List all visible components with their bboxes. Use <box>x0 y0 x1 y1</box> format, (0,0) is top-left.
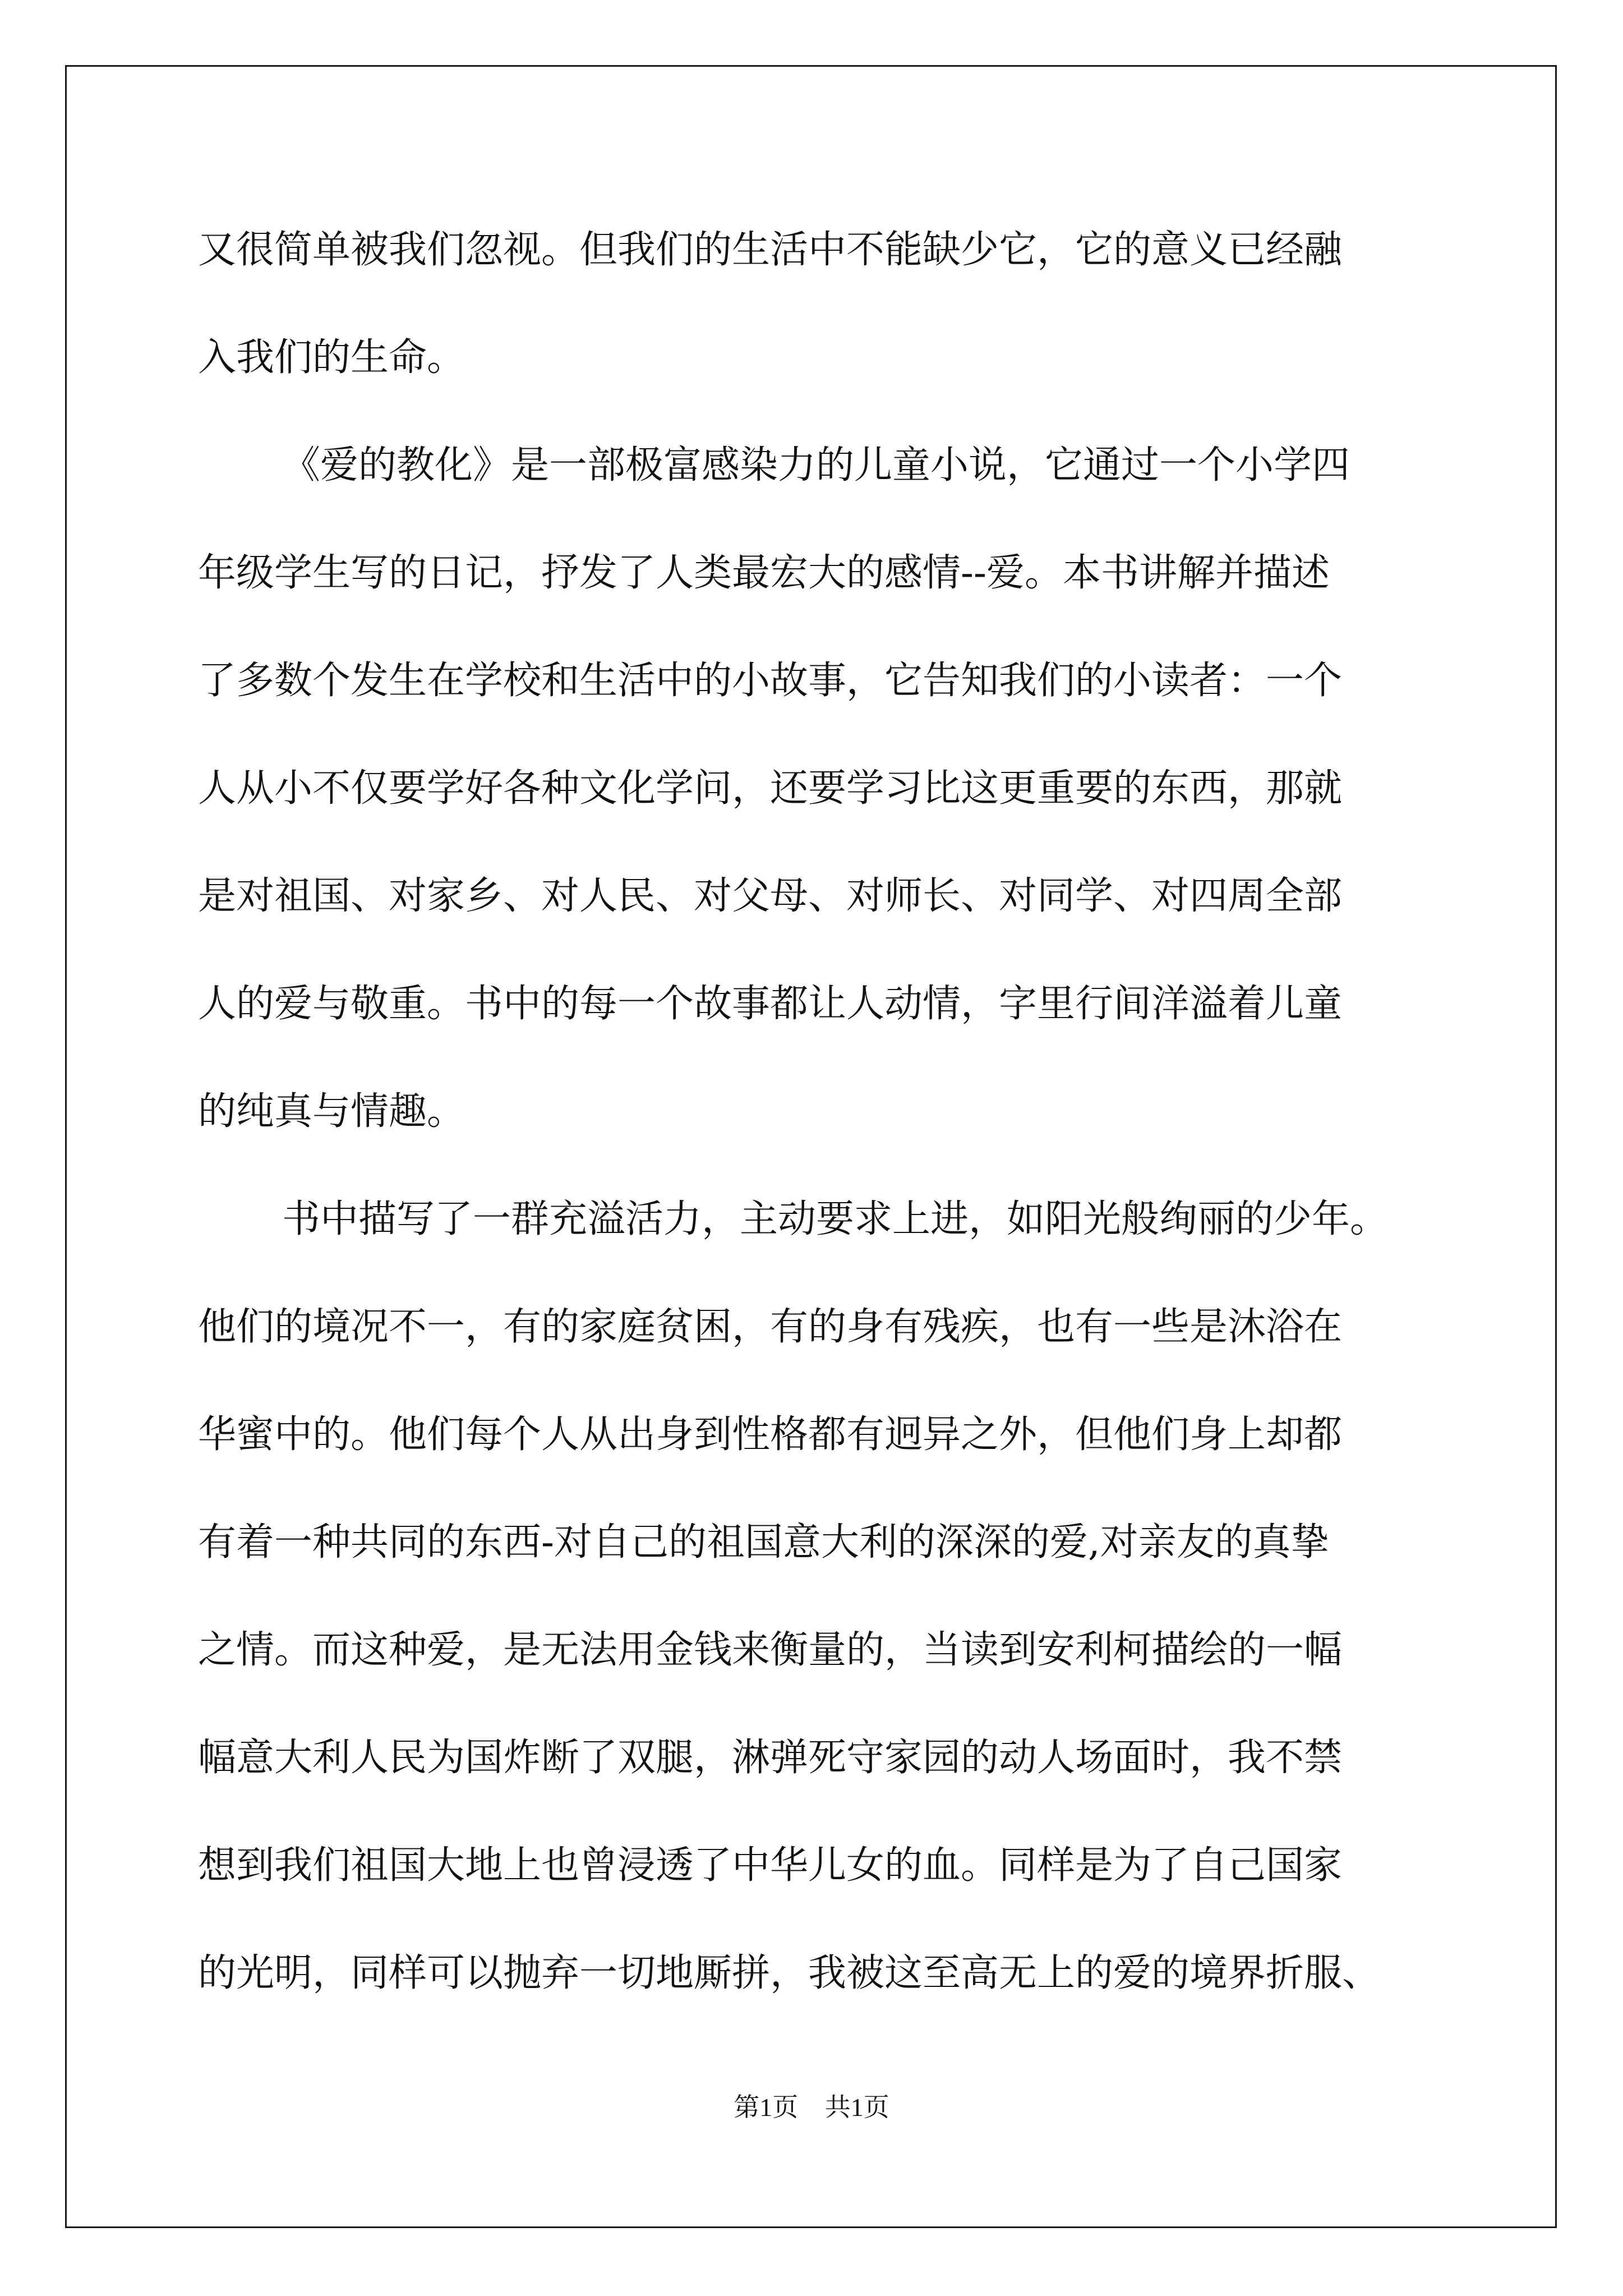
text-line: 想到我们祖国大地上也曾浸透了中华儿女的血。同样是为了自己国家 <box>198 1843 1343 1888</box>
text-line: 人从小不仅要学好各种文化学问，还要学习比这更重要的东西，那就 <box>198 766 1343 811</box>
text-line: 入我们的生命。 <box>198 335 465 380</box>
text-line: 之情。而这种爱，是无法用金钱来衡量的，当读到安利柯描绘的一幅 <box>198 1628 1343 1672</box>
text-line: 的光明，同样可以抛弃一切地厮拼，我被这至高无上的爱的境界折服、 <box>198 1951 1381 1995</box>
text-line: 又很简单被我们忽视。但我们的生活中不能缺少它，它的意义已经融 <box>198 228 1343 272</box>
text-line: 华蜜中的。他们每个人从出身到性格都有迥异之外，但他们身上却都 <box>198 1412 1343 1457</box>
text-line: 幅意大利人民为国炸断了双腿，淋弹死守家园的动人场面时，我不禁 <box>198 1736 1343 1780</box>
text-line: 《爱的教化》是一部极富感染力的儿童小说，它通过一个小学四 <box>282 443 1350 487</box>
text-line: 有着一种共同的东西-对自己的祖国意大利的深深的爱,对亲友的真挚 <box>198 1520 1329 1565</box>
text-line: 的纯真与情趣。 <box>198 1089 465 1134</box>
page-number: 第1页 <box>734 2093 799 2122</box>
text-line: 书中描写了一群充溢活力，主动要求上进，如阳光般绚丽的少年。 <box>282 1197 1389 1241</box>
page-footer <box>0 2087 1623 2124</box>
total-pages: 共1页 <box>824 2093 889 2122</box>
text-line: 年级学生写的日记，抒发了人类最宏大的感情--爱。本书讲解并描述 <box>198 551 1330 595</box>
text-line: 他们的境况不一，有的家庭贫困，有的身有残疾，也有一些是沐浴在 <box>198 1305 1343 1349</box>
text-line: 了多数个发生在学校和生活中的小故事，它告知我们的小读者：一个 <box>198 659 1343 703</box>
text-line: 是对祖国、对家乡、对人民、对父母、对师长、对同学、对四周全部 <box>198 874 1343 918</box>
text-line: 人的爱与敬重。书中的每一个故事都让人动情，字里行间洋溢着儿童 <box>198 982 1343 1026</box>
document-body <box>198 196 1432 2027</box>
